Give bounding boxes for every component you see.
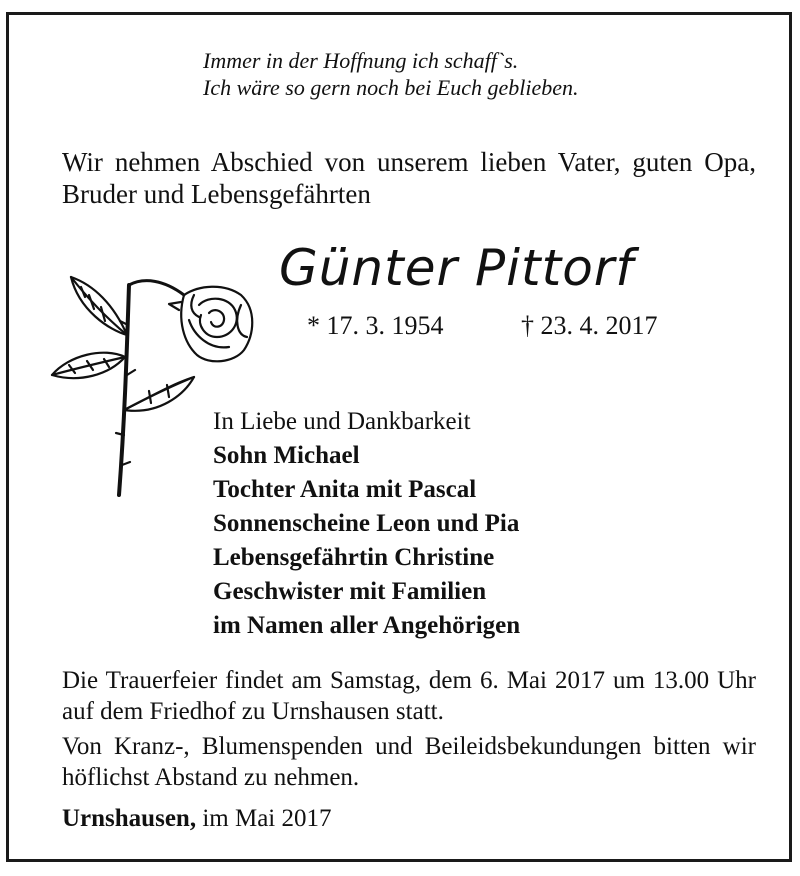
place-town: Urnshausen, — [62, 805, 197, 832]
motto-line-1: Immer in der Hoffnung ich schaff`s. — [203, 48, 519, 73]
place-and-date — [62, 805, 332, 833]
mourners-heading: In Liebe und Dankbarkeit — [213, 408, 471, 435]
donation-request: Von Kranz-, Blumenspenden und Beileidsbekundungen bitten wir höflichst Abstand zu nehmen. — [62, 733, 756, 791]
mourner-line: Geschwister mit Familien — [213, 578, 487, 605]
mourner-line: Sonnenscheine Leon und Pia — [213, 510, 520, 537]
place-date: im Mai 2017 — [196, 805, 332, 832]
mourner-line: Tochter Anita mit Pascal — [213, 476, 477, 503]
mourners-list — [213, 405, 520, 643]
motto — [203, 47, 579, 101]
deceased-name: Günter Pittorf — [279, 239, 634, 297]
death-date: † 23. 4. 2017 — [521, 311, 658, 340]
funeral-notice: Die Trauerfeier findet am Samstag, dem 6. Mai 2017 um 13.00 Uhr auf dem Friedhof zu Urnshausen statt. — [62, 667, 756, 725]
intro-text: Wir nehmen Abschied von unserem lieben Vater, guten Opa, Bruder und Lebensgefährten — [62, 147, 756, 209]
birth-date: * 17. 3. 1954 — [307, 311, 444, 340]
motto-line-2: Ich wäre so gern noch bei Euch geblieben. — [203, 75, 579, 100]
mourner-line: Sohn Michael — [213, 442, 360, 469]
mourner-line: Lebensgefährtin Christine — [213, 544, 495, 571]
obituary-frame — [6, 12, 792, 862]
mourner-line: im Namen aller Angehörigen — [213, 612, 521, 639]
